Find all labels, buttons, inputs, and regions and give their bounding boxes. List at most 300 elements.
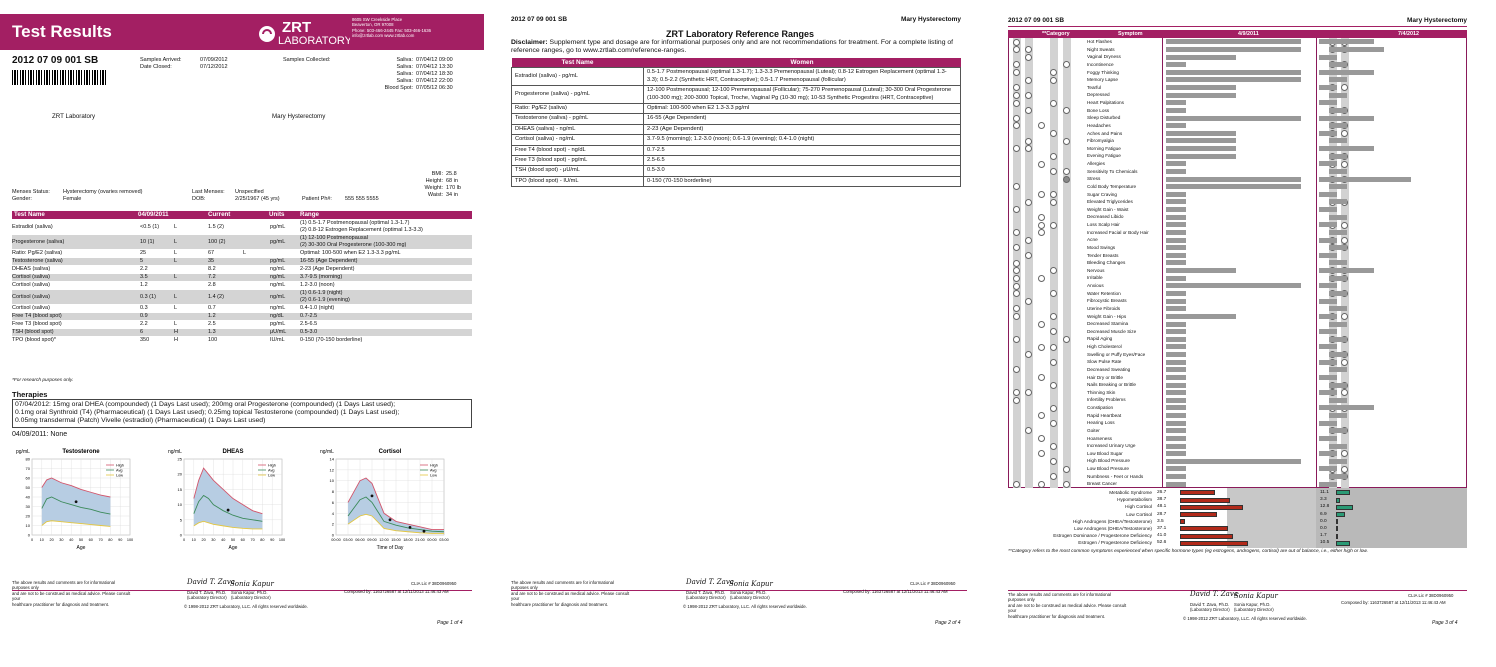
signer-zava-name: David T. Zava, Ph.D. xyxy=(187,590,227,595)
result-prev-flag: L xyxy=(174,294,178,300)
ref-row xyxy=(512,68,961,86)
severity-bar-2012 xyxy=(1329,230,1347,235)
collected-type: Saliva: xyxy=(396,64,413,70)
result-test-name: DHEAS (saliva) xyxy=(12,266,51,272)
severity-bar-2012 xyxy=(1319,390,1337,395)
result-prev-flag: L xyxy=(174,250,178,256)
page-number: Page 3 of 4 xyxy=(1432,620,1458,626)
disclaimer-label: Disclaimer: xyxy=(511,39,548,46)
symptom-label: Bleeding Changes xyxy=(1087,260,1126,266)
result-current-value: 8.2 xyxy=(208,266,216,272)
severity-bar-2011 xyxy=(1166,306,1186,311)
result-test-name: TPO (blood spot)* xyxy=(12,337,57,343)
collected-time: 07/05/12 06:30 xyxy=(416,85,453,91)
chart-xtick: 0 xyxy=(182,538,186,542)
symptom-label: Elevated Triglycerides xyxy=(1087,199,1133,205)
chart-ytick: 12 xyxy=(329,467,334,473)
reference-page-2 xyxy=(505,0,975,667)
dob-value: 2/25/1967 (45 yrs) xyxy=(235,196,280,202)
reference-table xyxy=(511,58,961,187)
category-indicator xyxy=(1050,382,1057,389)
ref-row xyxy=(512,104,961,114)
severity-bar-2012 xyxy=(1329,367,1347,372)
severity-bar-2011 xyxy=(1166,230,1186,235)
result-range: 0.4-1.0 (night) xyxy=(300,305,335,311)
result-range: 16-55 (Age Dependent) xyxy=(300,258,358,264)
collected-time: 07/04/12 13:30 xyxy=(416,64,453,70)
chart-ytick: 0 xyxy=(331,532,334,538)
result-test-name: Free T4 (blood spot) xyxy=(12,313,62,319)
result-current-value: 2.8 xyxy=(208,282,216,288)
copyright: © 1998-2012 ZRT Laboratory, LLC. All rights reserved worldwide. xyxy=(1183,616,1308,621)
category-indicator xyxy=(1038,222,1045,229)
chart-xlabel: Time of Day xyxy=(376,545,404,551)
category-name: Metabolic Syndrome xyxy=(1109,490,1152,495)
chart-xtick: 30 xyxy=(211,538,216,542)
results-page-1 xyxy=(0,0,484,667)
chart-xtick: 80 xyxy=(260,538,265,542)
signature-zava: David T. Zava xyxy=(187,578,235,586)
result-current-value: 0.7 xyxy=(208,305,216,311)
severity-bar-2012 xyxy=(1319,70,1374,75)
patient-data-point xyxy=(227,509,230,512)
chart-ytick: 10 xyxy=(177,502,182,508)
result-units: μU/mL xyxy=(270,329,287,335)
symptom-column-divider xyxy=(1162,38,1163,488)
ref-row xyxy=(512,176,961,186)
category-score-2011: 3.5 xyxy=(1157,518,1164,524)
chart-xlabel: Age xyxy=(76,545,86,551)
chart-ytick: 10 xyxy=(25,523,30,528)
severity-bar-2012 xyxy=(1329,413,1347,418)
category-indicator xyxy=(1038,321,1045,328)
col-prev-date: 04/09/2011 xyxy=(138,211,169,218)
severity-bar-2012 xyxy=(1319,360,1337,365)
symptom-label: Weight Gain - Hips xyxy=(1087,313,1127,319)
result-prev-value: 2.2 xyxy=(140,266,148,272)
chart-xtick: 70 xyxy=(98,538,103,542)
ref-test-name: Cortisol (saliva) - ng/mL xyxy=(512,135,644,145)
result-prev-value: <0.5 (1) xyxy=(140,224,160,230)
chart-xtick: 0 xyxy=(30,538,34,542)
samples-collected-list xyxy=(355,57,470,92)
collected-row xyxy=(355,85,470,92)
symptom-label: Fibromyalgia xyxy=(1087,138,1114,144)
ref-range: Optimal: 100-500 when E2 1.3-3.3 pg/ml xyxy=(644,104,961,114)
category-indicator xyxy=(1025,54,1032,61)
research-footnote: *For research purposes only. xyxy=(12,378,74,383)
disclaimer xyxy=(511,39,966,55)
therapies-title: Therapies xyxy=(12,390,48,399)
severity-bar-2012 xyxy=(1319,436,1337,441)
severity-bar-2011 xyxy=(1166,192,1186,197)
result-row xyxy=(12,220,472,234)
chart-title: Cortisol xyxy=(378,449,402,455)
severity-bar-2012 xyxy=(1319,344,1337,349)
severity-bar-2012 xyxy=(1319,421,1337,426)
category-score-2012: 0.0 xyxy=(1320,518,1327,524)
severity-bar-2011 xyxy=(1166,245,1186,250)
category-indicator xyxy=(1050,420,1057,427)
barcode xyxy=(12,70,108,85)
result-prev-value: 2.2 xyxy=(140,321,148,327)
category-indicator xyxy=(1013,275,1020,282)
page-title: Test Results xyxy=(12,22,112,41)
category-indicator xyxy=(1025,237,1032,244)
result-range: Optimal: 100-500 when E2 1.3-3.3 pg/mL xyxy=(300,250,401,256)
category-score-2011: 26.7 xyxy=(1157,490,1167,495)
chart-ytick: 8 xyxy=(331,489,334,495)
chart-ytick: 14 xyxy=(329,456,334,462)
result-row xyxy=(12,290,472,304)
footer-disclaimer xyxy=(1008,592,1128,619)
severity-bar-2011 xyxy=(1166,451,1186,456)
symptom-label: Low Blood Pressure xyxy=(1087,466,1129,472)
disclaimer-line: The above results and comments are for informational purposes only xyxy=(12,580,115,591)
symptom-label: Sleep Disturbed xyxy=(1087,115,1121,121)
chart-xtick: 20 xyxy=(49,538,54,542)
category-bar-2011 xyxy=(1180,541,1248,546)
category-indicator xyxy=(1050,77,1057,84)
symptom-label: Hoarseness xyxy=(1087,435,1113,441)
category-indicator xyxy=(1050,100,1057,107)
category-indicator xyxy=(1341,161,1348,168)
category-indicator xyxy=(1038,344,1045,351)
patient-data-point xyxy=(371,495,374,498)
results-table-header xyxy=(12,211,472,219)
result-row xyxy=(12,274,472,281)
category-score-2011: 41.0 xyxy=(1157,533,1167,539)
category-bar-2011 xyxy=(1180,534,1233,539)
category-bar-2011 xyxy=(1180,519,1185,524)
result-current-value: 7.2 xyxy=(208,274,216,280)
severity-bar-2011 xyxy=(1166,169,1186,174)
samples-collected-label: Samples Collected: xyxy=(283,57,331,63)
col-current: Current xyxy=(208,211,231,218)
result-range: 0.7-2.5 xyxy=(300,313,318,319)
symptom-label: Aches and Pains xyxy=(1087,130,1123,136)
result-test-name: Testosterone (saliva) xyxy=(12,258,63,264)
page-number: Page 1 of 4 xyxy=(437,620,463,626)
accession-number: 2012 07 09 001 SB xyxy=(1008,17,1065,24)
category-indicator xyxy=(1038,191,1045,198)
category-indicator xyxy=(1013,115,1020,122)
result-prev-value: 1.2 xyxy=(140,282,148,288)
chart-xtick: 60 xyxy=(88,538,93,542)
category-indicator xyxy=(1038,161,1045,168)
composed-by: Composed by: 1163726587 at 12/11/2013 11:46:43 AM xyxy=(1341,600,1446,605)
severity-bar-2012 xyxy=(1329,322,1347,327)
result-prev-flag: L xyxy=(174,258,178,264)
result-prev-value: 25 xyxy=(140,250,147,256)
body-stat-label: Weight: xyxy=(424,185,443,191)
severity-bar-2012 xyxy=(1329,215,1347,220)
address-line: Phone: 503-466-2445 Fax: 503-466-1636 xyxy=(352,27,432,33)
result-test-name: Cortisol (saliva) xyxy=(12,305,50,311)
copyright: © 1998-2012 ZRT Laboratory, LLC. All rights reserved worldwide. xyxy=(184,604,309,609)
therapy-line: 07/04/2012: 15mg oral DHEA (compounded) (1 Days Last used); 200mg oral Progesterone (compounded) (1 Days Last used); xyxy=(15,401,396,408)
disclaimer-line: The above results and comments are for informational purposes only xyxy=(511,580,614,591)
result-current-value: 1.5 (2) xyxy=(208,224,224,230)
category-bar-2011 xyxy=(1180,505,1243,510)
result-row xyxy=(12,313,472,320)
severity-bar-2012 xyxy=(1329,169,1347,174)
legend-label: Low xyxy=(116,473,123,478)
symptom-label: High Cholesterol xyxy=(1087,344,1122,350)
severity-bar-2011 xyxy=(1166,405,1186,410)
result-units: pg/mL xyxy=(270,239,286,245)
collected-type: Saliva: xyxy=(396,71,413,77)
result-range: 0.5-3.0 xyxy=(300,329,318,335)
category-indicator xyxy=(1050,443,1057,450)
chart-xtick: 09:00 xyxy=(367,538,377,542)
collected-time: 07/04/12 22:00 xyxy=(416,78,453,84)
category-score-2012: 3.3 xyxy=(1320,497,1327,503)
severity-bar-2011 xyxy=(1166,383,1186,388)
category-bar-2012 xyxy=(1336,490,1350,495)
symptom-label: Constipation xyxy=(1087,405,1114,411)
gender-value: Female xyxy=(63,196,82,202)
severity-bar-2011 xyxy=(1166,283,1301,288)
severity-bar-2011 xyxy=(1166,55,1236,60)
result-range: 2-23 (Age Dependent) xyxy=(300,266,355,272)
therapy-line: 0.05mg transdermal (Patch) Vivelle (estradiol) (Pharmaceutical) (1 Days Last used) xyxy=(15,416,266,424)
chart-xtick: 70 xyxy=(250,538,255,542)
severity-bar-2011 xyxy=(1166,474,1186,479)
severity-bar-2012 xyxy=(1329,474,1347,479)
category-note: **Category refers to the most common symptoms experienced when specific hormone types (eg estrogens, androgens, cortisol) are out of balance, i.e., either high or low. xyxy=(1008,549,1368,554)
zrt-logo-icon xyxy=(258,16,350,48)
chart-ytick: 40 xyxy=(25,494,30,500)
result-prev-value: 0.9 xyxy=(140,313,148,319)
disclaimer-line: and are not to be construed as medical advice. Please consult your xyxy=(511,590,630,602)
result-prev-flag: L xyxy=(174,274,178,280)
chart-ytick: 0 xyxy=(27,532,30,538)
category-indicator xyxy=(1063,176,1070,183)
phone-label: Patient Ph#: xyxy=(302,196,332,202)
category-name: High Cortisol xyxy=(1125,504,1152,510)
severity-bar-2012 xyxy=(1319,375,1337,380)
result-prev-value: 0.3 (1) xyxy=(140,294,156,300)
severity-bar-2012 xyxy=(1319,131,1337,136)
legend-label: High xyxy=(268,463,276,468)
composed-by: Composed by: 1163726587 at 12/11/2013 11:46:43 AM xyxy=(843,589,948,594)
severity-bar-2011 xyxy=(1166,367,1186,372)
symptom-label: Nails Breaking or Brittle xyxy=(1087,382,1136,388)
result-current-value: 1.4 (2) xyxy=(208,294,224,300)
disclaimer-text: Supplement type and dosage are for informational purposes only and are not recommendations for treatment. For a complete listing of reference ranges, go to www.zrtlab.com/reference-ranges. xyxy=(511,39,954,54)
category-score-2011: 52.6 xyxy=(1157,540,1167,546)
symptom-label: Anxious xyxy=(1087,283,1104,289)
severity-bar-2012 xyxy=(1319,314,1337,319)
chart-xtick: 03:00 xyxy=(343,538,353,542)
severity-bar-2012 xyxy=(1319,146,1374,151)
chart-xtick: 00:00 xyxy=(427,538,437,542)
category-name: Low Androgens (DHEA/Testosterone) xyxy=(1074,526,1152,531)
severity-bar-2012 xyxy=(1329,444,1347,449)
result-prev-value: 10 (1) xyxy=(140,239,155,245)
chart-xtick: 30 xyxy=(59,538,64,542)
result-row xyxy=(12,321,472,328)
legend-label: Avg xyxy=(116,468,123,473)
chart-xtick: 90 xyxy=(270,538,275,542)
severity-bar-2011 xyxy=(1166,93,1236,98)
disclaimer-line: and are not to be construed as medical advice. Please consult your xyxy=(1008,602,1127,614)
result-range: (2) 0.6-1.9 (evening) xyxy=(300,297,350,303)
severity-bar-2011 xyxy=(1166,123,1186,128)
severity-bar-2011 xyxy=(1166,299,1186,304)
symptom-label: Numbness - Feet or Hands xyxy=(1087,473,1144,479)
severity-bar-2012 xyxy=(1319,85,1337,90)
ref-row xyxy=(512,124,961,134)
symptom-label: Thinning Skin xyxy=(1087,389,1116,395)
chart-xtick: 80 xyxy=(108,538,113,542)
severity-bar-2012 xyxy=(1329,398,1347,403)
ref-range: 3.7-9.5 (morning); 1.2-3.0 (noon); 0.6-1.9 (evening); 0.4-1.0 (night) xyxy=(644,135,961,145)
symptom-label: Cold Body Temperature xyxy=(1087,183,1137,189)
severity-bar-2012 xyxy=(1329,306,1347,311)
severity-bar-2011 xyxy=(1166,177,1301,182)
ref-row xyxy=(512,145,961,155)
symptom-label: Infertility Problems xyxy=(1087,397,1126,403)
symptom-label: Acne xyxy=(1087,237,1098,243)
ref-range: 2.5-6.5 xyxy=(644,156,961,166)
symptom-label: Allergies xyxy=(1087,161,1105,167)
col-symptom: Symptom xyxy=(1118,31,1143,37)
category-score-2011: 37.1 xyxy=(1157,526,1167,531)
chart-ytick: 70 xyxy=(25,466,30,471)
result-row xyxy=(12,282,472,289)
date-closed-label: Date Closed: xyxy=(140,64,172,70)
severity-bar-2012 xyxy=(1329,459,1347,464)
severity-bar-2012 xyxy=(1319,405,1374,410)
ref-range: 0.7-2.5 xyxy=(644,145,961,155)
chart-xtick: 100 xyxy=(278,538,286,542)
result-units: pg/mL xyxy=(270,258,286,264)
collected-time: 07/04/12 09:00 xyxy=(416,57,453,63)
chart-ytick: 25 xyxy=(177,456,182,462)
symptom-label: Decreased Sweating xyxy=(1087,366,1131,372)
result-current-value: 2.5 xyxy=(208,321,216,327)
col-category: **Category xyxy=(1042,31,1070,37)
chart-ytick: 5 xyxy=(179,517,182,523)
symptom-label: Morning Fatigue xyxy=(1087,145,1121,151)
severity-bar-2012 xyxy=(1319,116,1374,121)
severity-bar-2011 xyxy=(1166,436,1186,441)
chart-xtick: 40 xyxy=(69,538,74,542)
result-prev-value: 3.5 xyxy=(140,274,148,280)
severity-bar-2011 xyxy=(1166,276,1186,281)
category-indicator xyxy=(1013,39,1020,46)
body-stat-label: Waist: xyxy=(427,192,443,198)
collected-type: Blood Spot: xyxy=(384,85,413,91)
category-indicator xyxy=(1050,405,1057,412)
ref-range: 12-100 Postmenopausal; 12-100 Premenopausal (Follicular); 75-270 Premenopausal (Luteal); 30-300 Oral Progesterone (100-300 mg); 200-3000 Topical, Troche, Vaginal Pg (10-30 mg); 10-53 Synthetic Progestins (HRT, Contraceptive) xyxy=(644,86,961,104)
result-test-name: Cortisol (saliva) xyxy=(12,282,50,288)
category-indicator xyxy=(1063,138,1070,145)
chart-ylabel: ng/mL xyxy=(168,449,182,455)
category-indicator xyxy=(1341,466,1348,473)
severity-bar-2012 xyxy=(1319,482,1337,487)
severity-bar-2011 xyxy=(1166,222,1186,227)
ref-test-name: TPO (blood spot) - IU/mL xyxy=(512,176,644,186)
severity-bar-2012 xyxy=(1319,283,1337,288)
legend-label: High xyxy=(430,463,438,468)
severity-bar-2012 xyxy=(1329,352,1347,357)
ref-range: 0.5-3.0 xyxy=(644,166,961,176)
severity-bar-2011 xyxy=(1166,154,1236,159)
result-range: 3.7-9.5 (morning) xyxy=(300,274,343,280)
category-indicator xyxy=(1013,69,1020,76)
ref-test-name: Testosterone (saliva) - pg/mL xyxy=(512,114,644,124)
category-score-2012: 1.7 xyxy=(1320,533,1327,539)
col-test-name: Test Name xyxy=(14,211,45,218)
severity-bar-2012 xyxy=(1329,245,1347,250)
address-line: Beaverton, OR 97008 xyxy=(352,22,394,28)
category-indicator xyxy=(1050,130,1057,137)
severity-bar-2011 xyxy=(1166,459,1301,464)
category-bar-2011 xyxy=(1180,526,1228,531)
chart-xtick: 10 xyxy=(191,538,196,542)
symptom-label: Water Retention xyxy=(1087,290,1121,296)
logo-sub-text: LABORATORY xyxy=(278,35,350,47)
result-range: (2) 30-300 Oral Progesterone (100-300 mg) xyxy=(300,242,407,248)
chart-xtick: 21:00 xyxy=(415,538,425,542)
signer-zava-name: David T. Zava, Ph.D. xyxy=(686,590,726,595)
date-column-divider xyxy=(1316,38,1317,488)
symptom-label: Breast Cancer xyxy=(1087,481,1117,487)
severity-bar-2011 xyxy=(1166,413,1186,418)
menses-value: Hysterectomy (ovaries removed) xyxy=(63,189,143,195)
category-column-stripe xyxy=(1025,38,1033,488)
symptom-label: Nervous xyxy=(1087,267,1105,273)
symptom-label: Tearful xyxy=(1087,84,1102,90)
legend-label: Low xyxy=(430,473,437,478)
result-current-value: 35 xyxy=(208,258,215,264)
category-bar-2012 xyxy=(1336,512,1345,517)
category-bar-2012 xyxy=(1336,519,1338,524)
severity-bar-2011 xyxy=(1166,322,1186,327)
disclaimer-line: healthcare practitioner for diagnosis and treatment. xyxy=(1008,613,1105,619)
symptom-label: Decreased Muscle Size xyxy=(1087,328,1137,334)
category-indicator xyxy=(1050,199,1057,206)
result-range: (2) 0.8-12 Estrogen Replacement (optimal 1.3-3.3) xyxy=(300,227,423,233)
patient-data-point xyxy=(75,500,78,503)
severity-bar-2012 xyxy=(1329,77,1347,82)
chart-xlabel: Age xyxy=(228,545,238,551)
result-current-value: 1.2 xyxy=(208,313,216,319)
chart-ytick: 20 xyxy=(25,513,30,519)
category-indicator xyxy=(1050,153,1057,160)
symptom-label: Depressed xyxy=(1087,92,1110,98)
signer-role: (Laboratory Director) xyxy=(231,595,271,600)
severity-bar-2012 xyxy=(1319,161,1337,166)
chart-ytick: 30 xyxy=(25,504,30,509)
legend-label: High xyxy=(116,463,124,468)
signer-role: (Laboratory Director) xyxy=(1190,607,1230,612)
result-prev-flag: L xyxy=(174,321,178,327)
category-bar-2012 xyxy=(1336,505,1353,510)
ref-row xyxy=(512,156,961,166)
collected-row xyxy=(355,78,470,85)
category-indicator xyxy=(1063,466,1070,473)
symptom-label: Evening Fatigue xyxy=(1087,153,1121,159)
result-units: ng/mL xyxy=(270,274,286,280)
category-indicator xyxy=(1063,336,1070,343)
result-prev-value: 350 xyxy=(140,337,150,343)
severity-bar-2012 xyxy=(1329,276,1347,281)
severity-bar-2011 xyxy=(1166,199,1186,204)
